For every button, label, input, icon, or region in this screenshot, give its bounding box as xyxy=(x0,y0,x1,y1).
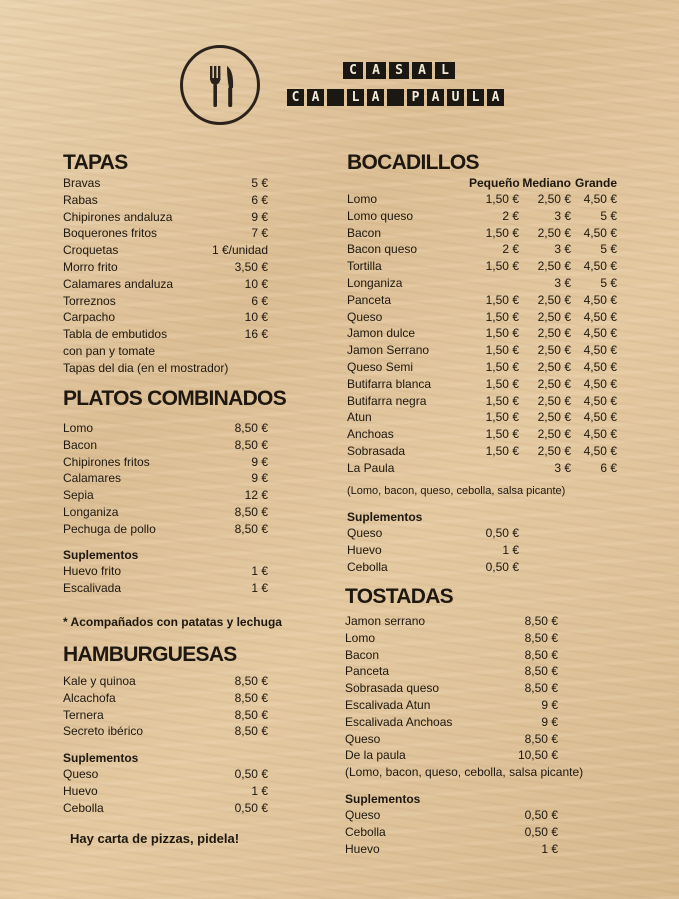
item-name: Queso xyxy=(345,731,381,746)
title-letter-tile: A xyxy=(487,89,504,106)
bocadillos-row xyxy=(347,309,617,326)
tostadas-row xyxy=(345,613,558,630)
left-column xyxy=(63,151,268,377)
logo-badge xyxy=(180,45,260,125)
tostadas-supl-row xyxy=(345,841,558,858)
tapas-row xyxy=(63,209,268,226)
item-name: Tortilla xyxy=(347,259,382,274)
cutlery-icon xyxy=(203,64,241,108)
item-price: 2,50 € xyxy=(537,410,571,425)
tostadas-row xyxy=(345,697,558,714)
item-name: Lomo xyxy=(63,421,94,435)
item-price: 1,50 € xyxy=(485,192,519,206)
item-price: 4,50 € xyxy=(583,292,617,307)
tostadas-section xyxy=(345,585,558,609)
item-price: 2,50 € xyxy=(537,326,571,341)
item-price: 9 € xyxy=(251,454,268,469)
platos-section xyxy=(63,387,286,411)
title-letter-tile: A xyxy=(412,62,432,79)
item-price: 1,50 € xyxy=(485,443,519,458)
title-letter-tile: C xyxy=(287,89,304,106)
bocadillos-supl xyxy=(347,509,519,575)
platos-row xyxy=(63,454,268,471)
hamburguesas-supl-row xyxy=(63,800,268,817)
item-name: Jamon serrano xyxy=(345,614,426,628)
bocadillos-list xyxy=(347,191,617,477)
item-name: Lomo xyxy=(345,630,376,645)
item-name: Bacon xyxy=(345,647,380,662)
item-price: 9 € xyxy=(541,714,558,729)
bocadillos-row xyxy=(347,460,617,477)
title-letter-tile: A xyxy=(307,89,324,106)
item-price: 8,50 € xyxy=(524,647,558,662)
item-name: Longaniza xyxy=(347,275,403,290)
item-price: 0,50 € xyxy=(485,526,519,540)
item-price: 3 € xyxy=(554,460,571,475)
item-name: Cebolla xyxy=(347,559,388,574)
item-price: 0,50 € xyxy=(524,824,558,839)
platos-row xyxy=(63,521,268,538)
item-price: 1,50 € xyxy=(485,326,519,341)
title-letter-tile: L xyxy=(467,89,484,106)
size-grande: Grande xyxy=(574,176,617,190)
bocadillos-row xyxy=(347,359,617,376)
item-name: Boquerones fritos xyxy=(63,226,158,241)
item-name: Longaniza xyxy=(63,504,119,519)
item-name: Queso xyxy=(345,808,381,822)
item-price: 1 € xyxy=(251,580,268,595)
item-name: Queso xyxy=(347,309,383,324)
hamburguesas-list xyxy=(63,673,268,740)
item-name: Morro frito xyxy=(63,259,118,274)
item-name: Alcachofa xyxy=(63,690,116,705)
item-name: Lomo queso xyxy=(347,208,414,223)
hamburguesas-row xyxy=(63,707,268,724)
item-price: 4,50 € xyxy=(583,326,617,341)
tostadas-supl xyxy=(345,791,558,857)
item-price: 3,50 € xyxy=(234,259,268,274)
title-letter-tile: L xyxy=(435,62,455,79)
bocadillos-row xyxy=(347,342,617,359)
bocadillos-row xyxy=(347,443,617,460)
platos-note-wrap xyxy=(63,614,323,631)
tapas-row xyxy=(63,225,268,242)
item-name: Cebolla xyxy=(345,824,386,839)
tostadas-supl-title: Suplementos xyxy=(345,792,421,806)
item-price: 1,50 € xyxy=(485,343,519,358)
tostadas-row xyxy=(345,663,558,680)
hamburguesas-row xyxy=(63,673,268,690)
tapas-extra-dia: Tapas del dia (en el mostrador) xyxy=(63,360,229,375)
item-price: 10 € xyxy=(244,310,268,325)
item-name: Calamares xyxy=(63,471,122,486)
platos-row xyxy=(63,487,268,504)
bocadillos-supl-row xyxy=(347,559,519,576)
item-name: Secreto ibérico xyxy=(63,724,144,739)
tostadas-row xyxy=(345,680,558,697)
hamburguesas-row xyxy=(63,723,268,740)
item-name: Ternera xyxy=(63,707,104,722)
hamburguesas-supl xyxy=(63,750,268,816)
item-name: Butifarra negra xyxy=(347,393,427,408)
bocadillos-row xyxy=(347,426,617,443)
bocadillos-supl-row xyxy=(347,525,519,542)
item-name: Rabas xyxy=(63,192,98,207)
item-price: 8,50 € xyxy=(234,421,268,435)
platos-title: PLATOS COMBINADOS xyxy=(63,387,286,410)
title-letter-tile: L xyxy=(347,89,364,106)
item-name: Escalivada Anchoas xyxy=(345,714,453,729)
hamburguesas-supl-title: Suplementos xyxy=(63,751,139,765)
platos-supl-title: Suplementos xyxy=(63,548,139,562)
tapas-row xyxy=(63,192,268,209)
tostadas-row xyxy=(345,747,558,764)
item-price: 4,50 € xyxy=(583,359,617,374)
platos-list-wrap xyxy=(63,420,268,538)
item-name: Anchoas xyxy=(347,427,394,442)
item-name: Huevo frito xyxy=(63,564,122,578)
item-name: Sobrasada xyxy=(347,443,406,458)
bocadillos-row xyxy=(347,376,617,393)
tapas-row xyxy=(63,242,268,259)
item-price: 5 € xyxy=(600,242,617,257)
title-letter-tile: A xyxy=(366,62,386,79)
tostadas-supl-row xyxy=(345,807,558,824)
tostadas-list xyxy=(345,613,558,764)
item-price: 0,50 € xyxy=(234,800,268,815)
item-price: 8,50 € xyxy=(234,690,268,705)
hamburguesas-list-wrap xyxy=(63,673,268,740)
item-name: Bravas xyxy=(63,176,101,190)
title-letter-tile: S xyxy=(389,62,409,79)
item-price: 2,50 € xyxy=(537,225,571,240)
item-name: Bacon queso xyxy=(347,242,418,257)
hamburguesas-section xyxy=(63,643,268,667)
item-price: 1 € xyxy=(251,783,268,798)
tostadas-row xyxy=(345,714,558,731)
tostadas-supl-list xyxy=(345,807,558,857)
item-price: 9 € xyxy=(541,697,558,712)
item-price: 1,50 € xyxy=(485,359,519,374)
bocadillos-title: BOCADILLOS xyxy=(347,151,479,174)
item-price: 2,50 € xyxy=(537,259,571,274)
item-price: 9 € xyxy=(251,209,268,224)
title-letter-tile xyxy=(387,89,404,106)
item-name: Sepia xyxy=(63,488,94,503)
hamburguesas-supl-list xyxy=(63,766,268,816)
item-price: 4,50 € xyxy=(583,427,617,442)
item-name: Sobrasada queso xyxy=(345,681,440,696)
item-price: 1 €/unidad xyxy=(211,243,268,258)
bocadillos-row xyxy=(347,325,617,342)
tostadas-row xyxy=(345,731,558,748)
tapas-title: TAPAS xyxy=(63,151,128,174)
item-price: 4,50 € xyxy=(583,443,617,458)
bocadillos-row xyxy=(347,275,617,292)
item-price: 3 € xyxy=(554,275,571,290)
item-price: 2,50 € xyxy=(537,309,571,324)
bocadillos-supl-row xyxy=(347,542,519,559)
item-price: 5 € xyxy=(251,176,268,190)
item-price: 4,50 € xyxy=(583,309,617,324)
item-price: 8,50 € xyxy=(234,504,268,519)
item-price: 6 € xyxy=(251,293,268,308)
item-price xyxy=(469,275,519,292)
item-name: Carpacho xyxy=(63,310,116,325)
hamburguesas-title: HAMBURGUESAS xyxy=(63,643,237,666)
item-price: 2,50 € xyxy=(537,443,571,458)
item-price: 1,50 € xyxy=(485,410,519,425)
bocadillos-row xyxy=(347,225,617,242)
item-name: Pechuga de pollo xyxy=(63,521,156,536)
item-name: La Paula xyxy=(347,460,395,475)
item-price: 8,50 € xyxy=(234,707,268,722)
bocadillos-row xyxy=(347,208,617,225)
title-casal xyxy=(343,62,455,79)
item-price: 2,50 € xyxy=(537,192,571,206)
item-name: Huevo xyxy=(63,783,98,798)
bocadillos-row xyxy=(347,241,617,258)
item-price: 16 € xyxy=(244,327,268,342)
tostadas-list-wrap xyxy=(345,613,584,781)
item-price: 1,50 € xyxy=(485,427,519,442)
item-price: 5 € xyxy=(600,208,617,223)
platos-row xyxy=(63,420,268,437)
item-price: 1,50 € xyxy=(485,376,519,391)
item-price: 4,50 € xyxy=(583,376,617,391)
item-price: 3 € xyxy=(554,242,571,257)
item-price: 0,50 € xyxy=(485,559,519,574)
item-price: 1,50 € xyxy=(485,292,519,307)
tapas-row xyxy=(63,293,268,310)
item-price: 1,50 € xyxy=(485,225,519,240)
platos-list xyxy=(63,420,268,538)
item-name: Lomo xyxy=(347,192,378,206)
item-price: 12 € xyxy=(244,488,268,503)
tostadas-supl-row xyxy=(345,824,558,841)
item-name: Bacon xyxy=(63,437,98,452)
item-price: 4,50 € xyxy=(583,225,617,240)
bocadillos-row xyxy=(347,191,617,208)
item-price: 1,50 € xyxy=(485,309,519,324)
item-name: Calamares andaluza xyxy=(63,276,174,291)
size-mediano: Mediano xyxy=(522,176,571,190)
tapas-row xyxy=(63,259,268,276)
platos-row xyxy=(63,470,268,487)
item-name: Queso xyxy=(347,526,383,540)
item-price: 8,50 € xyxy=(524,731,558,746)
item-price: 10 € xyxy=(244,276,268,291)
item-name: Kale y quinoa xyxy=(63,674,136,688)
title-letter-tile xyxy=(327,89,344,106)
pizza-note: Hay carta de pizzas, pidela! xyxy=(70,831,240,846)
hamburguesas-row xyxy=(63,690,268,707)
tapas-row xyxy=(63,276,268,293)
item-price: 4,50 € xyxy=(583,393,617,408)
item-name: Panceta xyxy=(345,664,390,679)
item-price: 2 € xyxy=(502,208,519,223)
bocadillos-row xyxy=(347,409,617,426)
item-price: 2 € xyxy=(502,242,519,257)
title-letter-tile: P xyxy=(407,89,424,106)
item-name: Torreznos xyxy=(63,293,116,308)
item-price: 8,50 € xyxy=(234,521,268,536)
title-letter-tile: C xyxy=(343,62,363,79)
item-name: Huevo xyxy=(345,841,380,856)
item-price: 2,50 € xyxy=(537,427,571,442)
item-name: Tabla de embutidos xyxy=(63,327,168,342)
item-price: 0,50 € xyxy=(234,767,268,781)
tapas-list xyxy=(63,175,268,343)
bocadillos-section xyxy=(347,151,617,477)
platos-supl-list xyxy=(63,563,268,597)
tapas-row xyxy=(63,175,268,192)
bocadillos-size-header xyxy=(347,175,617,191)
platos-note: * Acompañados con patatas y lechuga xyxy=(63,615,282,629)
item-name: De la paula xyxy=(345,748,406,763)
item-price: 4,50 € xyxy=(583,410,617,425)
item-price: 2,50 € xyxy=(537,343,571,358)
title-letter-tile: U xyxy=(447,89,464,106)
item-name: Panceta xyxy=(347,292,392,307)
item-price: 8,50 € xyxy=(234,724,268,739)
bocadillos-note: (Lomo, bacon, queso, cebolla, salsa picante) xyxy=(347,485,566,497)
title-letter-tile: A xyxy=(427,89,444,106)
hamburguesas-supl-row xyxy=(63,783,268,800)
item-name: Cebolla xyxy=(63,800,104,815)
item-name: Jamon dulce xyxy=(347,326,416,341)
item-name: Jamon Serrano xyxy=(347,343,430,358)
bocadillos-row xyxy=(347,292,617,309)
item-name: Queso xyxy=(63,767,99,781)
item-name: Huevo xyxy=(347,542,382,557)
item-price: 8,50 € xyxy=(524,664,558,679)
item-name: Escalivada xyxy=(63,580,122,595)
title-ca-la-paula xyxy=(287,89,504,106)
item-price: 2,50 € xyxy=(537,376,571,391)
item-price: 1 € xyxy=(251,564,268,578)
item-price: 0,50 € xyxy=(524,808,558,822)
item-price: 4,50 € xyxy=(583,192,617,206)
item-price: 9 € xyxy=(251,471,268,486)
item-name: Croquetas xyxy=(63,243,119,258)
item-price: 2,50 € xyxy=(537,393,571,408)
tostadas-row xyxy=(345,630,558,647)
pizza-note-wrap xyxy=(70,831,300,848)
item-name: Atun xyxy=(347,410,372,425)
item-name: Escalivada Atun xyxy=(345,697,431,712)
bocadillos-supl-title: Suplementos xyxy=(347,510,423,524)
bocadillos-row xyxy=(347,393,617,410)
platos-supl xyxy=(63,547,268,597)
item-price: 2,50 € xyxy=(537,359,571,374)
item-price: 1,50 € xyxy=(485,393,519,408)
item-price: 8,50 € xyxy=(524,681,558,696)
platos-row xyxy=(63,437,268,454)
item-name: Queso Semi xyxy=(347,359,414,374)
item-price: 8,50 € xyxy=(234,437,268,452)
item-price: 3 € xyxy=(554,208,571,223)
item-price: 6 € xyxy=(600,460,617,475)
platos-supl-row xyxy=(63,580,268,597)
item-name: Chipirones andaluza xyxy=(63,209,173,224)
tapas-extra-pan: con pan y tomate xyxy=(63,343,156,358)
item-price: 4,50 € xyxy=(583,259,617,274)
item-price: 8,50 € xyxy=(524,614,558,628)
tapas-row xyxy=(63,309,268,326)
tostadas-title: TOSTADAS xyxy=(345,585,453,608)
bocadillos-row xyxy=(347,258,617,275)
item-name: Bacon xyxy=(347,225,382,240)
item-name: Chipirones fritos xyxy=(63,454,150,469)
platos-supl-row xyxy=(63,563,268,580)
tostadas-note: (Lomo, bacon, queso, cebolla, salsa picante) xyxy=(345,765,584,780)
bocadillos-supl-list xyxy=(347,525,519,575)
item-price: 7 € xyxy=(251,226,268,241)
tostadas-row xyxy=(345,647,558,664)
item-price: 5 € xyxy=(600,275,617,290)
hamburguesas-supl-row xyxy=(63,766,268,783)
item-name: Butifarra blanca xyxy=(347,376,432,391)
bocadillos-note-wrap xyxy=(347,483,627,500)
item-price: 8,50 € xyxy=(524,630,558,645)
item-price: 1,50 € xyxy=(485,259,519,274)
platos-row xyxy=(63,504,268,521)
item-price: 6 € xyxy=(251,192,268,207)
item-price: 4,50 € xyxy=(583,343,617,358)
size-pequeno: Pequeño xyxy=(469,176,520,190)
item-price: 1 € xyxy=(541,841,558,856)
item-price: 1 € xyxy=(502,542,519,557)
tapas-row xyxy=(63,326,268,343)
item-price: 8,50 € xyxy=(234,674,268,688)
title-letter-tile: A xyxy=(367,89,384,106)
item-price xyxy=(469,460,519,477)
item-price: 2,50 € xyxy=(537,292,571,307)
item-price: 10,50 € xyxy=(517,748,558,763)
